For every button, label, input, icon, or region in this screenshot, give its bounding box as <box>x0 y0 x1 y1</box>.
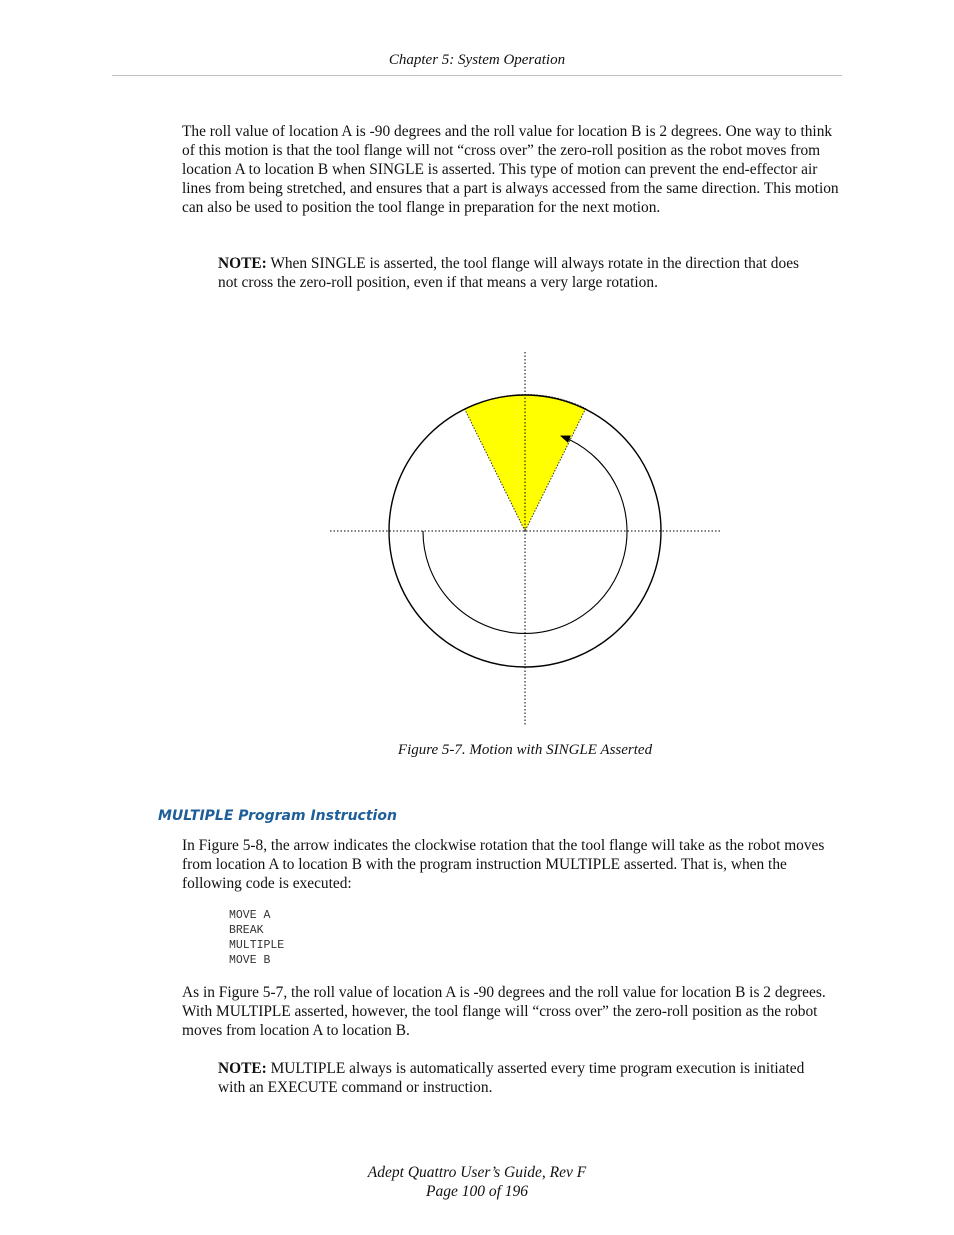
header-divider <box>112 75 842 76</box>
figure-caption: Figure 5-7. Motion with SINGLE Asserted <box>397 742 653 758</box>
note-single <box>218 254 818 292</box>
code-line: MOVE B <box>229 954 271 967</box>
code-line: BREAK <box>229 924 264 937</box>
page-header: Chapter 5: System Operation <box>388 52 566 68</box>
note-label: NOTE: <box>218 1060 267 1077</box>
page-footer <box>0 1163 954 1201</box>
code-block <box>229 908 284 968</box>
multiple-followup-paragraph: As in Figure 5-7, the roll value of location A is -90 degrees and the roll value for location B is 2 degrees. With MULTIPLE asserted, however, the tool flange will “cross over” the zero-roll position as the robot moves from location A to location B. <box>182 984 826 1039</box>
note-text: MULTIPLE always is automatically asserted every time program execution is initiated with an EXECUTE command or instruction. <box>218 1060 805 1096</box>
single-motion-diagram <box>325 350 725 730</box>
note-label: NOTE: <box>218 255 267 272</box>
footer-guide-title: Adept Quattro User’s Guide, Rev F <box>367 1164 587 1181</box>
code-line: MOVE A <box>229 909 271 922</box>
note-multiple <box>218 1059 818 1097</box>
intro-paragraph: The roll value of location A is -90 degrees and the roll value for location B is 2 degrees. One way to think of this motion is that the tool flange will not “cross over” the zero-roll position as the robot moves from location A to location B when SINGLE is asserted. This type of motion can prevent the end-effector air lines from being stretched, and ensures that a part is always accessed from the same direction. This motion can also be used to position the tool flange in preparation for the next motion. <box>182 123 839 216</box>
code-line: MULTIPLE <box>229 939 285 952</box>
section-heading: MULTIPLE Program Instruction <box>158 808 397 824</box>
footer-page-number: Page 100 of 196 <box>425 1183 529 1200</box>
note-text: When SINGLE is asserted, the tool flange will always rotate in the direction that does not cross the zero-roll position, even if that means a very large rotation. <box>218 255 800 291</box>
multiple-intro-paragraph: In Figure 5-8, the arrow indicates the clockwise rotation that the tool flange will take as the robot moves from location A to location B with the program instruction MULTIPLE asserted. That is, when the following code is executed: <box>182 837 825 892</box>
